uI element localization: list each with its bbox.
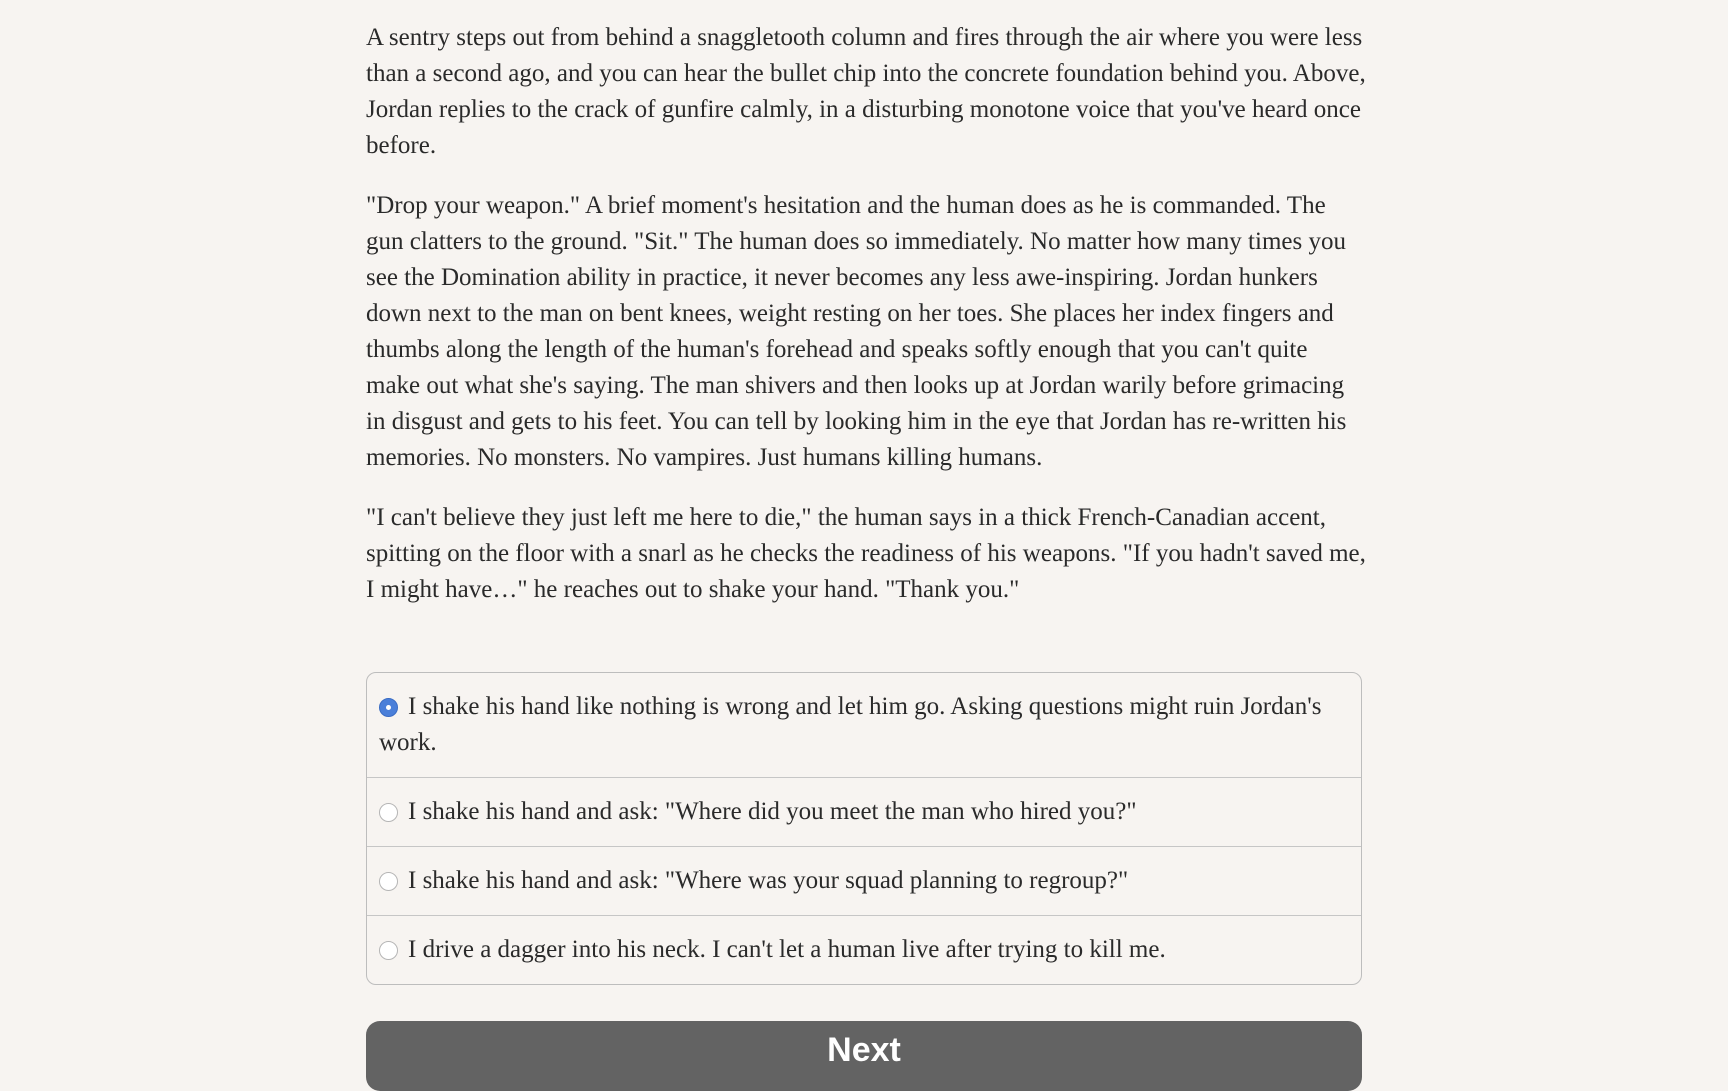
choice-label: I shake his hand and ask: "Where did you meet the man who hired you?"	[408, 798, 1137, 825]
choice-option-2[interactable]	[367, 777, 1361, 846]
choice-label: I shake his hand like nothing is wrong and let him go. Asking questions might ruin Jordan's work.	[379, 693, 1322, 756]
choice-option-4[interactable]	[367, 915, 1361, 984]
story-paragraph: "Drop your weapon." A brief moment's hesitation and the human does as he is commanded. The gun clatters to the ground. "Sit." The human does so immediately. No matter how many times you see the Domination ability in practice, it never becomes any less awe-inspiring. Jordan hunkers down next to the man on bent knees, weight resting on her toes. She places her index fingers and thumbs along the length of the human's forehead and speaks softly enough that you can't quite make out what she's saying. The man shivers and then looks up at Jordan warily before grimacing in disgust and gets to his feet. You can tell by looking him in the eye that Jordan has re-written his memories. No monsters. No vampires. Just humans killing humans.	[366, 192, 1347, 471]
radio-button[interactable]	[379, 941, 398, 960]
radio-button[interactable]	[379, 803, 398, 822]
choice-option-3[interactable]	[367, 846, 1361, 915]
choice-label: I shake his hand and ask: "Where was your squad planning to regroup?"	[408, 867, 1129, 894]
story-text	[366, 20, 1366, 632]
radio-button-selected[interactable]	[379, 698, 398, 717]
choice-list	[366, 672, 1362, 985]
story-paragraph: A sentry steps out from behind a snaggletooth column and fires through the air where you were less than a second ago, and you can hear the bullet chip into the concrete foundation behind you. Above, Jordan replies to the crack of gunfire calmly, in a disturbing monotone voice that you've heard once before.	[366, 24, 1366, 159]
choice-label: I drive a dagger into his neck. I can't let a human live after trying to kill me.	[408, 936, 1166, 963]
choice-option-1[interactable]	[367, 673, 1361, 777]
next-button[interactable]: Next	[366, 1021, 1362, 1091]
story-paragraph: "I can't believe they just left me here to die," the human says in a thick French-Canadian accent, spitting on the floor with a snarl as he checks the readiness of his weapons. "If you hadn't saved me, I might have…" he reaches out to shake your hand. "Thank you."	[366, 504, 1366, 603]
radio-button[interactable]	[379, 872, 398, 891]
